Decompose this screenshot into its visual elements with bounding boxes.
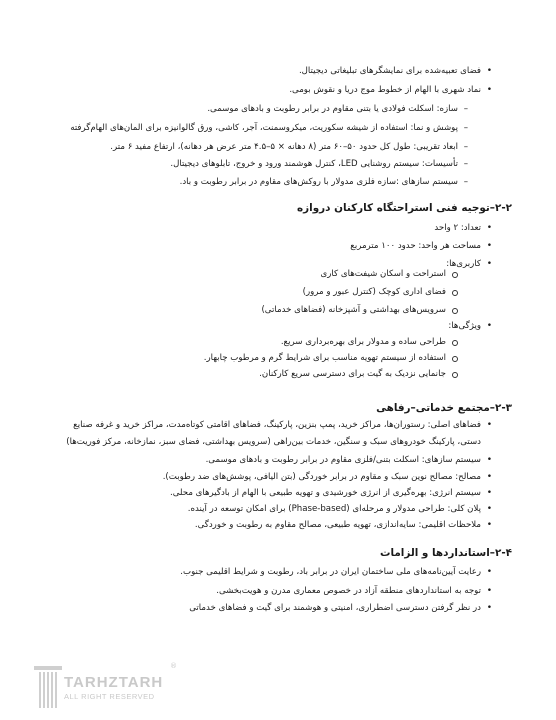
intro-dash-item: سیستم سازهای :سازه فلزی مدولار با روکش‌های مقاوم در برابر رطوبت و باد. – [180,176,458,188]
list-item: پلان کلی: طراحی مدولار و مرحله‌ای (Phase-based) برای امکان توسعه در آینده. • [188,503,481,515]
list-subitem: جانمایی نزدیک به گیت برای دسترسی سریع کارکنان. [259,369,446,379]
list-item: ملاحظات اقلیمی: سایه‌اندازی، تهویه طبیعی، مصالح مقاوم به رطوبت و خوردگی. • [195,519,481,531]
list-item-continuation: دستی، پارکینگ خودروهای سبک و سنگین، خدمات بین‌راهی (سرویس بهداشتی، فضای سبز، نمازخانه، مرکز فوریت‌ها) [66,437,481,447]
intro-bullet: نماد شهری با الهام از خطوط موج دریا و نقوش بومی. • [289,84,481,96]
list-item: مصالح: مصالح نوین سبک و مقاوم در برابر خوردگی (بتن الیافی، پوشش‌های ضد رطوبت). • [163,471,481,483]
list-item: توجه به استانداردهای منطقه آزاد در خصوص معماری مدرن و هویت‌بخشی. • [216,585,481,597]
intro-bullet: فضای تعبیه‌شده برای نمایشگرهای تبلیغاتی دیجیتال. • [299,65,481,77]
list-item: مساحت هر واحد: حدود ۱۰۰ مترمربع • [350,240,481,252]
list-subitem: طراحی ساده و مدولار برای بهره‌برداری سریع. [280,337,446,347]
list-subitem: سرویس‌های بهداشتی و آشپزخانه (فضاهای خدماتی) [261,305,446,315]
list-item: سیستم انرژی: بهره‌گیری از انرژی خورشیدی و تهویه طبیعی با الهام از بادگیرهای محلی. • [170,487,481,499]
list-item: ویژگی‌ها: • [448,320,481,332]
registered-mark: ® [170,662,177,670]
intro-dash-item: پوشش و نما: استفاده از شیشه سکوریت، میکروسمنت، آجر، کاشی، ورق گالوانیزه برای المان‌های الهام‌گرفته – [70,122,458,134]
watermark-brand: TARHZTARH [64,674,164,691]
list-item: در نظر گرفتن دسترسی اضطراری، امنیتی و هوشمند برای گیت و فضاهای خدماتی • [189,602,481,614]
list-item: سیستم سازهای: اسکلت بتنی/فلزی مقاوم در برابر رطوبت و بادهای موسمی. • [206,454,481,466]
section-heading: ۲-۳–مجتمع خدماتی–رفاهی [376,402,512,414]
intro-dash-item: تأسیسات: سیستم روشنایی LED، کنترل هوشمند ورود و خروج، تابلوهای دیجیتال. – [170,158,458,170]
list-item: تعداد: ۲ واحد • [434,222,481,234]
intro-dash-item: سازه: اسکلت فولادی یا بتنی مقاوم در برابر رطوبت و بادهای موسمی. – [207,103,458,115]
section-heading: ۲-۴–استانداردها و الزامات [380,547,512,559]
list-item: رعایت آیین‌نامه‌های ملی ساختمان ایران در برابر باد، رطوبت و شرایط اقلیمی جنوب. • [180,566,481,578]
tarhztarh-logo-icon [34,666,64,710]
watermark-subtitle: ALL RIGHT RESERVED [64,692,155,701]
list-item: فضاهای اصلی: رستوران‌ها، مراکز خرید، پمپ بنزین، پارکینگ، فضاهای اقامتی کوتاه‌مدت، مراکز خرید و غرفه صنایع • [73,419,481,431]
list-subitem: استفاده از سیستم تهویه مناسب برای شرایط گرم و مرطوب چابهار. [203,353,446,363]
list-item: کاربری‌ها: • [446,258,481,270]
list-subitem: استراحت و اسکان شیفت‌های کاری [320,269,446,279]
section-heading: ۲-۲–توجیه فنی استراحتگاه کارکنان دروازه [297,202,512,214]
watermark-logo [30,660,190,716]
intro-dash-item: ابعاد تقریبی: طول کل حدود ۵۰–۶۰ متر (۸ دهانه × ۵–۴.۵ متر عرض هر دهانه)، ارتفاع مفید ۶ متر. – [110,141,458,153]
list-subitem: فضای اداری کوچک (کنترل عبور و مرور) [302,287,446,297]
